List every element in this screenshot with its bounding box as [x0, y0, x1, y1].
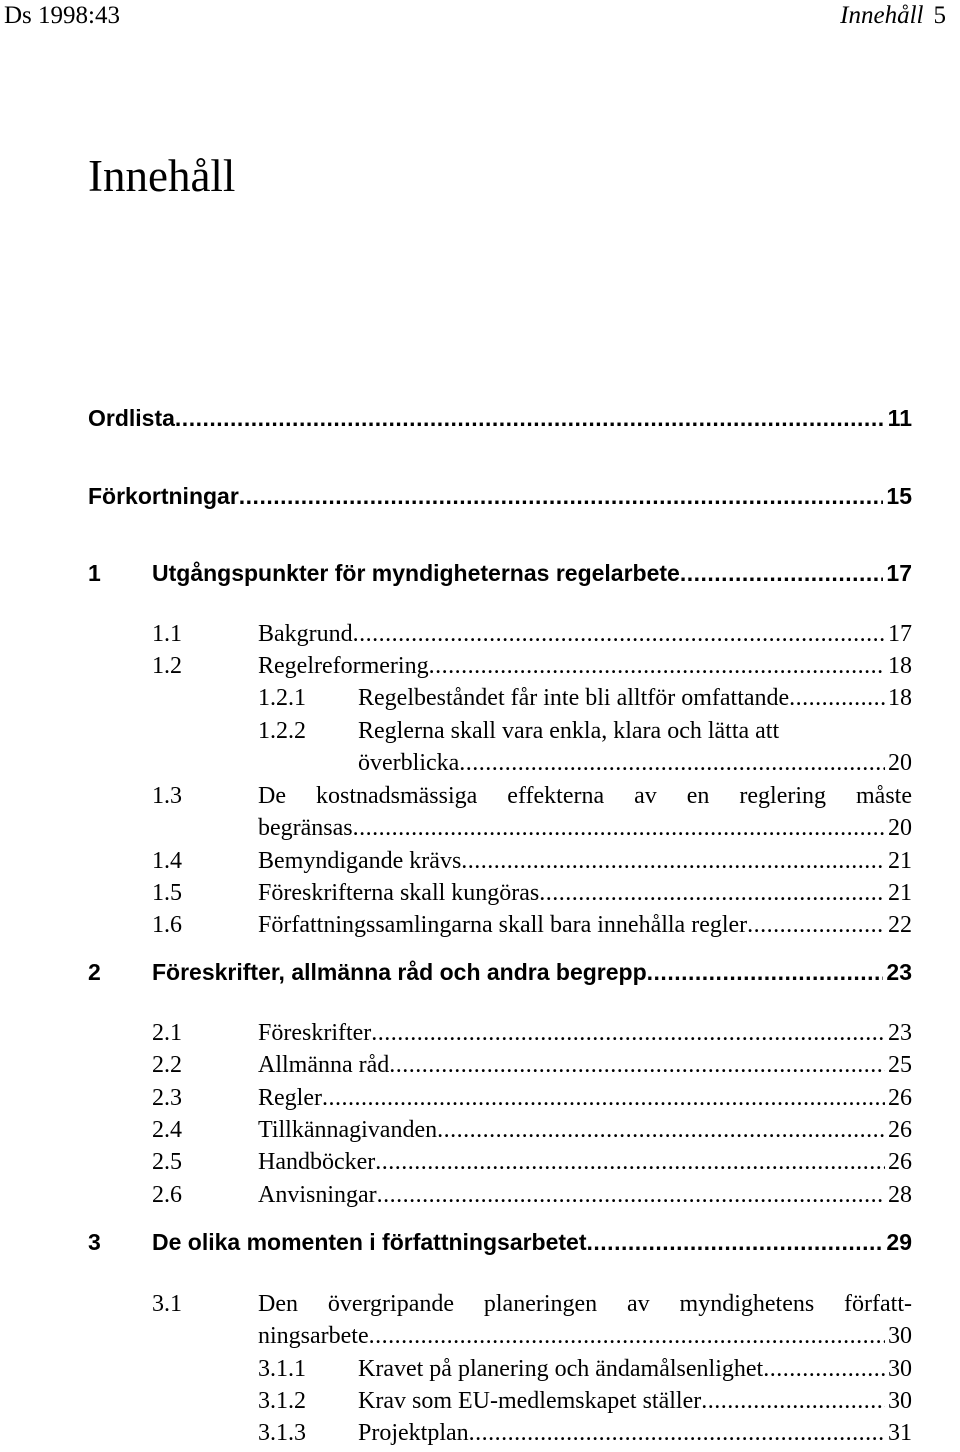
toc-entry-number: 1.4 — [152, 848, 182, 874]
toc-entry-number: 2.1 — [152, 1020, 182, 1046]
toc-entry-projektplan[interactable] — [258, 1417, 912, 1449]
toc-entry-förkortningar[interactable] — [88, 480, 912, 512]
toc-entry-föreskrifter-allmänna-råd-och-andra-begr[interactable] — [88, 956, 912, 988]
dot-leader — [353, 812, 885, 844]
toc-entry-page: 23 — [886, 959, 912, 985]
toc-entry-page: 18 — [888, 653, 912, 679]
toc-entry-regler[interactable] — [152, 1082, 912, 1114]
toc-entry-page: 25 — [888, 1052, 912, 1078]
toc-entry-page: 20 — [888, 815, 912, 841]
header-section-title: Innehåll — [840, 2, 924, 29]
page-title: Innehåll — [88, 151, 236, 201]
toc-entry-label: Utgångspunkter för myndigheternas regelarbete — [152, 560, 680, 586]
dot-leader — [747, 909, 885, 941]
toc-entry-number: 2.4 — [152, 1117, 182, 1143]
toc-entry-page: 20 — [888, 750, 912, 776]
toc-entry-label: Författningssamlingarna skall bara innehålla regler — [258, 912, 748, 938]
toc-entry-page: 30 — [888, 1323, 912, 1349]
toc-entry-de-olika-momenten-i-författningsarbetet[interactable] — [88, 1226, 912, 1258]
toc-entry-page: 21 — [888, 848, 912, 874]
toc-entry-label: Regelbeståndet får inte bli alltför omfattande — [358, 685, 790, 711]
toc-entry-number: 1.1 — [152, 621, 182, 647]
toc-entry-label: Regler — [258, 1085, 322, 1111]
toc-entry-label: Allmänna råd — [258, 1052, 390, 1078]
dot-leader — [377, 1179, 885, 1211]
toc-entry-page: 30 — [888, 1356, 912, 1382]
toc-entry-number: 1.2.1 — [258, 685, 306, 711]
toc-entry-label: Ordlista — [88, 405, 175, 431]
dot-leader — [389, 1049, 885, 1081]
toc-entry-label: Föreskrifter — [258, 1020, 372, 1046]
toc-entry-label: överblicka — [358, 750, 460, 776]
toc-entry-page: 17 — [886, 560, 912, 586]
toc-entry-label: ningsarbete — [258, 1323, 369, 1349]
toc-entry-författningssamlingarna-skall-bara-inneh[interactable] — [152, 909, 912, 941]
toc-entry-label: begränsas — [258, 815, 353, 841]
toc-entry-label: Handböcker — [258, 1149, 376, 1175]
toc-entry-bakgrund[interactable] — [152, 618, 912, 650]
dot-leader — [175, 402, 885, 434]
dot-leader — [461, 845, 885, 877]
toc-entry-regelreformering[interactable] — [152, 650, 912, 682]
dot-leader — [469, 1417, 885, 1449]
dot-leader — [539, 877, 885, 909]
toc-entry-tillkännagivanden[interactable] — [152, 1114, 912, 1146]
toc-entry-ordlista[interactable] — [88, 402, 912, 434]
toc-entry-number: 1.2.2 — [258, 718, 306, 744]
toc-entry-label: Regelreformering — [258, 653, 429, 679]
toc-entry-label: Anvisningar — [258, 1182, 377, 1208]
toc-entry-label: Kravet på planering och ändamålsenlighet — [358, 1356, 764, 1382]
header-page-number: 5 — [933, 2, 946, 29]
toc-entry-number: 1.5 — [152, 880, 182, 906]
header-document-id: Ds 1998:43 — [4, 2, 120, 29]
dot-leader — [353, 618, 885, 650]
toc-entry-label: Bakgrund — [258, 621, 353, 647]
dot-leader — [701, 1385, 885, 1417]
toc-entry-number: 2.2 — [152, 1052, 182, 1078]
toc-entry-föreskrifter[interactable] — [152, 1017, 912, 1049]
toc-entry-kravet-på-planering-och-ändamålsenlighet[interactable] — [258, 1353, 912, 1385]
toc-entry-allmänna-råd[interactable] — [152, 1049, 912, 1081]
toc-entry-page: 26 — [888, 1149, 912, 1175]
toc-entry-page: 15 — [886, 483, 912, 509]
header-right — [840, 0, 946, 32]
dot-leader — [459, 747, 885, 779]
dot-leader — [763, 1353, 885, 1385]
toc-entry-page: 28 — [888, 1182, 912, 1208]
toc-entry-number: 2 — [88, 959, 101, 985]
toc-entry-number: 3.1.3 — [258, 1420, 306, 1446]
toc-entry-page: 11 — [887, 405, 912, 431]
toc-entry-label: Förkortningar — [88, 483, 239, 509]
dot-leader — [371, 1017, 885, 1049]
toc-entry-number: 1 — [88, 560, 101, 586]
dot-leader — [239, 480, 884, 512]
toc-entry-page: 22 — [888, 912, 912, 938]
toc-entry-krav-som-eu-medlemskapet-ställer[interactable] — [258, 1385, 912, 1417]
toc-entry-number: 3.1.1 — [258, 1356, 306, 1382]
toc-entry-number: 1.2 — [152, 653, 182, 679]
toc-entry-label: Projektplan — [358, 1420, 469, 1446]
toc-entry-label: De kostnadsmässiga effekterna av en reglering måste — [258, 783, 912, 809]
dot-leader — [647, 956, 884, 988]
toc-entry-anvisningar[interactable] — [152, 1179, 912, 1211]
toc-entry-number: 3.1.2 — [258, 1388, 306, 1414]
toc-entry-page: 23 — [888, 1020, 912, 1046]
dot-leader — [369, 1320, 885, 1352]
toc-entry-label: Tillkännagivanden — [258, 1117, 438, 1143]
toc-entry-label: Den övergripande planeringen av myndighetens författ- — [258, 1291, 912, 1317]
dot-leader — [789, 682, 885, 714]
toc-entry-number: 2.5 — [152, 1149, 182, 1175]
toc-entry-page: 21 — [888, 880, 912, 906]
toc-entry-handböcker[interactable] — [152, 1146, 912, 1178]
toc-entry-utgångspunkter-för-myndigheternas-regela[interactable] — [88, 557, 912, 589]
toc-entry-regelbeståndet-får-inte-bli-alltför-omfa[interactable] — [258, 682, 912, 714]
dot-leader — [429, 650, 885, 682]
toc-entry-reglerna-skall-vara-enkla-klara-och-lätt[interactable] — [258, 715, 912, 779]
toc-entry-bemyndigande-krävs[interactable] — [152, 845, 912, 877]
dot-leader — [680, 557, 884, 589]
toc-entry-label: Bemyndigande krävs — [258, 848, 462, 874]
dot-leader — [437, 1114, 885, 1146]
toc-entry-de-kostnadsmässiga-effekterna-av-en-regl[interactable] — [152, 780, 912, 844]
toc-entry-page: 17 — [888, 621, 912, 647]
toc-entry-page: 30 — [888, 1388, 912, 1414]
toc-entry-den-övergripande-planeringen-av-myndighe[interactable] — [152, 1288, 912, 1352]
toc-entry-number: 3 — [88, 1229, 101, 1255]
toc-entry-number: 2.6 — [152, 1182, 182, 1208]
toc-entry-föreskrifterna-skall-kungöras[interactable] — [152, 877, 912, 909]
toc-entry-page: 26 — [888, 1085, 912, 1111]
toc-entry-label: Föreskrifter, allmänna råd och andra begrepp — [152, 959, 647, 985]
toc-entry-number: 2.3 — [152, 1085, 182, 1111]
dot-leader — [587, 1226, 884, 1258]
toc-entry-number: 3.1 — [152, 1291, 182, 1317]
toc-entry-label: De olika momenten i författningsarbetet — [152, 1229, 587, 1255]
toc-entry-label: Föreskrifterna skall kungöras — [258, 880, 540, 906]
toc-entry-page: 31 — [888, 1420, 912, 1446]
toc-entry-label: Krav som EU-medlemskapet ställer — [358, 1388, 702, 1414]
toc-entry-number: 1.6 — [152, 912, 182, 938]
dot-leader — [322, 1082, 885, 1114]
toc-entry-number: 1.3 — [152, 783, 182, 809]
dot-leader — [375, 1146, 885, 1178]
toc-entry-label: Reglerna skall vara enkla, klara och lätta att — [358, 718, 780, 744]
toc-entry-page: 18 — [888, 685, 912, 711]
toc-entry-page: 26 — [888, 1117, 912, 1143]
toc-entry-page: 29 — [886, 1229, 912, 1255]
